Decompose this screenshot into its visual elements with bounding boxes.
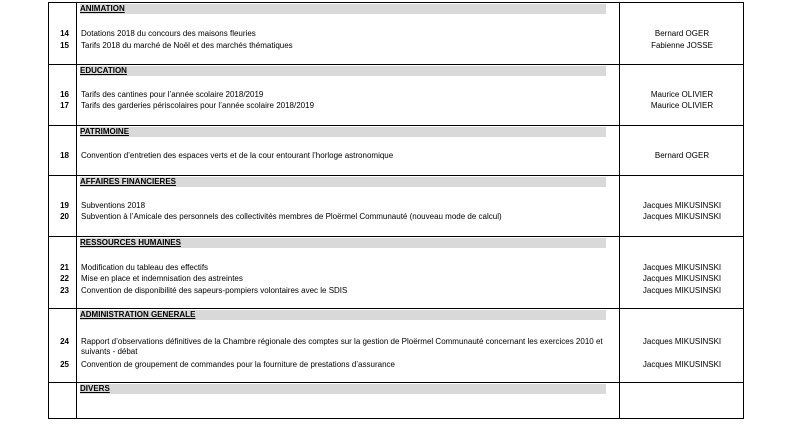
item-rapporteur: Bernard OGER [654,29,710,38]
item-rapporteur: Jacques MIKUSINSKI [642,263,722,272]
section-row-ressources-humaines [49,237,744,309]
section-heading: ANIMATION [80,4,606,14]
item-subject: Dotations 2018 du concours des maisons fleuries [81,29,256,38]
section-heading: EDUCATION [80,66,606,76]
subject-cell [77,176,620,237]
item-number: 23 [60,286,69,295]
section-heading: AFFAIRES FINANCIERES [80,177,606,187]
item-rapporteur: Jacques MIKUSINSKI [642,201,722,210]
item-subject: Tarifs des cantines pour l’année scolaire 2018/2019 [81,90,264,99]
section-row-animation [49,3,744,65]
item-subject: Rapport d’observations définitives de la Chambre régionale des comptes sur la gestion de Ploërmel Communauté concernant les exercices 2010 et suivants - débat [81,337,603,356]
number-cell [49,3,77,65]
item-rapporteur: Maurice OLIVIER [650,90,714,99]
section-heading: RESSOURCES HUMAINES [80,238,606,248]
item-subject: Convention d’entretien des espaces verts et de la cour entourant l’horloge astronomique [81,151,394,160]
item-number: 15 [60,41,69,50]
item-number: 17 [60,101,69,110]
item-number: 14 [60,29,69,38]
rapporteur-cell [620,65,744,126]
rapporteur-cell [620,126,744,176]
rapporteur-cell [620,237,744,309]
subject-cell [77,383,620,419]
item-rapporteur: Maurice OLIVIER [650,101,714,110]
section-row-education [49,65,744,126]
item-rapporteur: Jacques MIKUSINSKI [642,360,722,369]
section-row-affaires-financieres [49,176,744,237]
item-rapporteur: Jacques MIKUSINSKI [642,286,722,295]
item-number: 19 [60,201,69,210]
item-subject: Tarifs 2018 du marché de Noël et des marchés thématiques [81,41,293,50]
section-row-administration-generale [49,309,744,383]
number-cell [49,176,77,237]
subject-cell [77,65,620,126]
item-subject: Mise en place et indemnisation des astreintes [81,274,243,283]
rapporteur-cell [620,176,744,237]
section-row-patrimoine [49,126,744,176]
item-number: 25 [60,360,69,369]
item-rapporteur: Jacques MIKUSINSKI [642,274,722,283]
item-rapporteur: Fabienne JOSSE [651,41,713,50]
item-number: 18 [60,151,69,160]
section-heading: ADMINISTRATION GENERALE [80,310,606,320]
section-row-divers [49,383,744,419]
item-rapporteur: Jacques MIKUSINSKI [642,337,722,346]
number-cell [49,126,77,176]
agenda-table [48,2,744,419]
number-cell [49,383,77,419]
item-subject: Modification du tableau des effectifs [81,263,209,272]
item-number: 22 [60,274,69,283]
item-subject: Subventions 2018 [81,201,146,210]
subject-cell [77,237,620,309]
section-heading: DIVERS [80,384,606,394]
item-subject: Convention de disponibilité des sapeurs-pompiers volontaires avec le SDIS [81,286,348,295]
rapporteur-cell [620,3,744,65]
item-subject: Tarifs des garderies périscolaires pour l’année scolaire 2018/2019 [81,101,315,110]
number-cell [49,237,77,309]
subject-cell [77,126,620,176]
section-heading: PATRIMOINE [80,127,606,137]
item-rapporteur: Bernard OGER [654,151,710,160]
item-number: 24 [60,337,69,346]
subject-cell [77,3,620,65]
number-cell [49,65,77,126]
item-number: 21 [60,263,69,272]
item-number: 16 [60,90,69,99]
item-number: 20 [60,212,69,221]
subject-cell [77,309,620,383]
rapporteur-cell [620,383,744,419]
rapporteur-cell [620,309,744,383]
number-cell [49,309,77,383]
item-rapporteur: Jacques MIKUSINSKI [642,212,722,221]
item-subject: Subvention à l’Amicale des personnels des collectivités membres de Ploërmel Communauté (nouveau mode de calcul) [81,212,502,221]
item-subject: Convention de groupement de commandes pour la fourniture de prestations d’assurance [81,360,395,369]
